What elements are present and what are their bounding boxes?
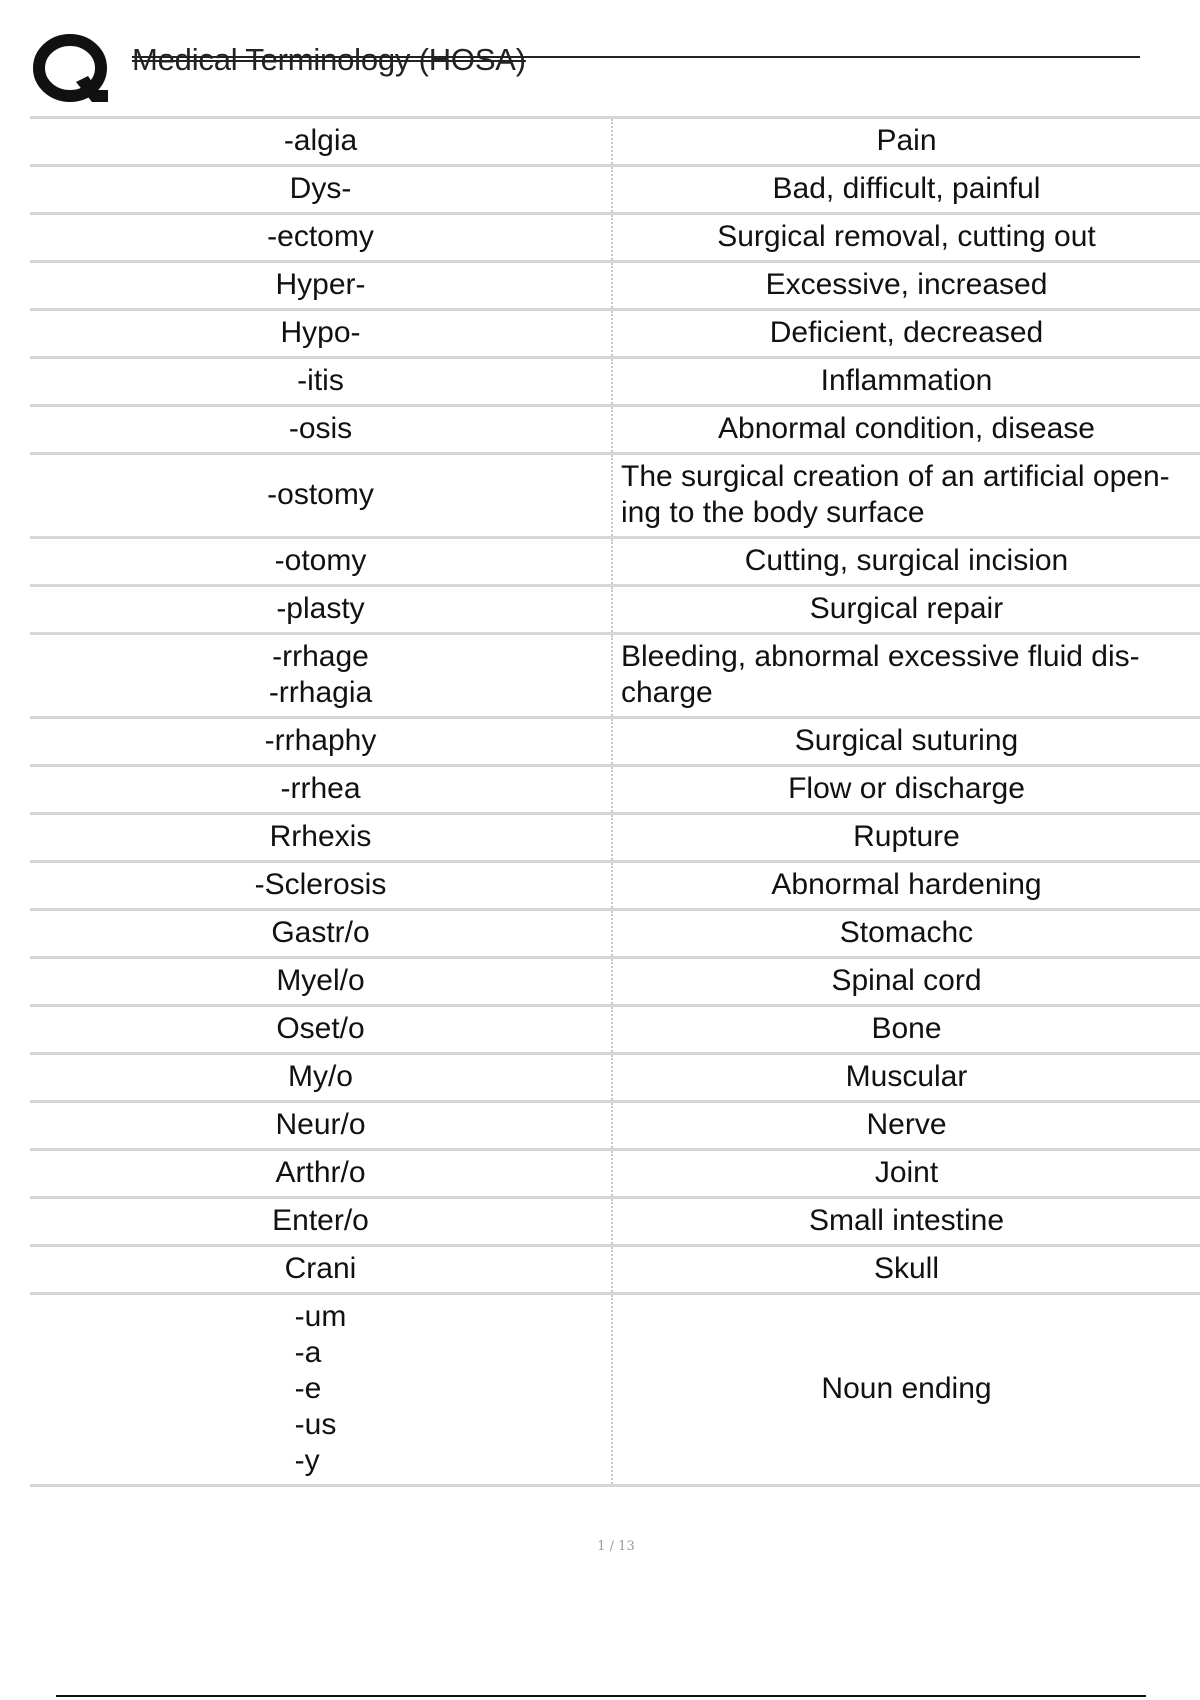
term-text: -rrhea [280, 772, 361, 805]
table-row [30, 214, 1200, 262]
table-row [30, 862, 1200, 910]
definition-text: Stomachc [839, 916, 974, 949]
definition-text: Surgical repair [809, 592, 1004, 625]
term-cell [30, 118, 612, 166]
term-text: -Sclerosis [254, 868, 387, 901]
page-indicator: 1 / 13 [597, 1539, 635, 1554]
term-text: Myel/o [276, 964, 365, 997]
definition-text: Inflammation [820, 364, 993, 397]
table-row [30, 1294, 1200, 1486]
table-row [30, 454, 1200, 538]
term-text: -osis [288, 412, 353, 445]
definition-text: ing to the body surface [621, 496, 925, 529]
definition-cell [612, 1150, 1200, 1198]
table-row [30, 538, 1200, 586]
term-cell [30, 1102, 612, 1150]
definition-text: Muscular [845, 1060, 968, 1093]
definition-text: The surgical creation of an artificial open- [621, 460, 1170, 493]
term-cell [30, 814, 612, 862]
document-title: Medical Terminology (HOSA) [132, 42, 526, 77]
term-cell [30, 358, 612, 406]
definition-text: Spinal cord [831, 964, 982, 997]
definition-text: Joint [874, 1156, 939, 1189]
terms-table-body [30, 118, 1200, 1486]
table-row [30, 406, 1200, 454]
table-row [30, 1102, 1200, 1150]
term-text: Enter/o [272, 1204, 369, 1237]
term-text: -us [294, 1408, 337, 1441]
table-row [30, 814, 1200, 862]
term-text: Hypo- [280, 316, 361, 349]
table-row [30, 586, 1200, 634]
definition-text: Bone [871, 1012, 942, 1045]
definition-cell [612, 406, 1200, 454]
term-stack [295, 1299, 347, 1479]
definition-text: Skull [873, 1252, 940, 1285]
definition-cell [612, 1246, 1200, 1294]
term-cell [30, 454, 612, 538]
terms-table [30, 116, 1200, 1487]
table-row [30, 718, 1200, 766]
term-text: -rrhage [272, 640, 369, 673]
definition-cell [612, 358, 1200, 406]
definition-cell [612, 910, 1200, 958]
term-cell [30, 538, 612, 586]
definition-cell [612, 766, 1200, 814]
definition-text: Abnormal hardening [771, 868, 1042, 901]
term-text: Gastr/o [271, 916, 370, 949]
bottom-rule [56, 1695, 1146, 1697]
definition-cell [612, 862, 1200, 910]
term-cell [30, 166, 612, 214]
term-text: -itis [297, 364, 344, 397]
definition-text: Abnormal condition, disease [718, 412, 1095, 445]
definition-text: Pain [876, 124, 937, 157]
term-text: -plasty [276, 592, 365, 625]
term-text: Dys- [289, 172, 352, 205]
definition-text: Small intestine [808, 1204, 1005, 1237]
term-cell [30, 958, 612, 1006]
term-text: -ostomy [267, 478, 374, 511]
table-row [30, 634, 1200, 718]
table-row [30, 910, 1200, 958]
definition-cell [612, 1054, 1200, 1102]
term-cell [30, 1198, 612, 1246]
term-cell [30, 910, 612, 958]
definition-cell [612, 454, 1200, 538]
term-cell [30, 310, 612, 358]
term-cell [30, 718, 612, 766]
term-text: Oset/o [276, 1012, 365, 1045]
term-cell [30, 1006, 612, 1054]
document-header [30, 30, 1140, 114]
definition-cell [612, 958, 1200, 1006]
definition-cell [612, 214, 1200, 262]
table-row [30, 262, 1200, 310]
definition-text: Flow or discharge [788, 772, 1025, 805]
term-text: -otomy [274, 544, 367, 577]
definition-text: Rupture [853, 820, 960, 853]
term-cell [30, 1246, 612, 1294]
definition-cell [612, 586, 1200, 634]
term-cell [30, 1294, 612, 1486]
term-text: -algia [283, 124, 358, 157]
table-row [30, 118, 1200, 166]
term-cell [30, 586, 612, 634]
definition-text: Deficient, decreased [769, 316, 1044, 349]
term-text: -rrhagia [268, 676, 373, 709]
table-row [30, 166, 1200, 214]
term-text: -um [294, 1300, 347, 1333]
term-text: -a [294, 1336, 322, 1369]
table-row [30, 766, 1200, 814]
table-row [30, 1006, 1200, 1054]
term-text: Neur/o [275, 1108, 366, 1141]
term-cell [30, 1054, 612, 1102]
definition-cell [612, 718, 1200, 766]
definition-text: Nerve [866, 1108, 947, 1141]
definition-text: Bad, difficult, painful [772, 172, 1041, 205]
definition-cell [612, 166, 1200, 214]
definition-text: charge [621, 676, 713, 709]
definition-text: Cutting, surgical incision [744, 544, 1069, 577]
definition-text: Surgical suturing [794, 724, 1019, 757]
term-text: Hyper- [275, 268, 366, 301]
definition-text: Surgical removal, cutting out [717, 220, 1096, 253]
term-text: -ectomy [267, 220, 374, 253]
table-row [30, 1054, 1200, 1102]
term-text: My/o [287, 1060, 353, 1093]
definition-cell [612, 118, 1200, 166]
definition-cell [612, 262, 1200, 310]
definition-text: Noun ending [821, 1372, 992, 1405]
table-row [30, 1246, 1200, 1294]
table-row [30, 1150, 1200, 1198]
term-cell [30, 262, 612, 310]
table-row [30, 958, 1200, 1006]
term-text: -y [294, 1444, 320, 1477]
term-text: -e [294, 1372, 322, 1405]
term-cell [30, 766, 612, 814]
term-text: -rrhaphy [264, 724, 377, 757]
definition-cell [612, 310, 1200, 358]
definition-text: Excessive, increased [765, 268, 1048, 301]
term-text: Crani [284, 1252, 357, 1285]
definition-cell [612, 1006, 1200, 1054]
term-cell [30, 1150, 612, 1198]
term-text: Rrhexis [269, 820, 372, 853]
definition-cell [612, 1294, 1200, 1486]
definition-cell [612, 814, 1200, 862]
table-row [30, 1198, 1200, 1246]
definition-cell [612, 1102, 1200, 1150]
definition-text: Bleeding, abnormal excessive fluid dis- [621, 640, 1140, 673]
definition-cell [612, 1198, 1200, 1246]
quizlet-q-logo-icon [32, 32, 112, 110]
term-cell [30, 406, 612, 454]
term-cell [30, 634, 612, 718]
definition-cell [612, 634, 1200, 718]
table-row [30, 310, 1200, 358]
term-cell [30, 862, 612, 910]
term-text: Arthr/o [275, 1156, 366, 1189]
term-cell [30, 214, 612, 262]
table-row [30, 358, 1200, 406]
definition-cell [612, 538, 1200, 586]
